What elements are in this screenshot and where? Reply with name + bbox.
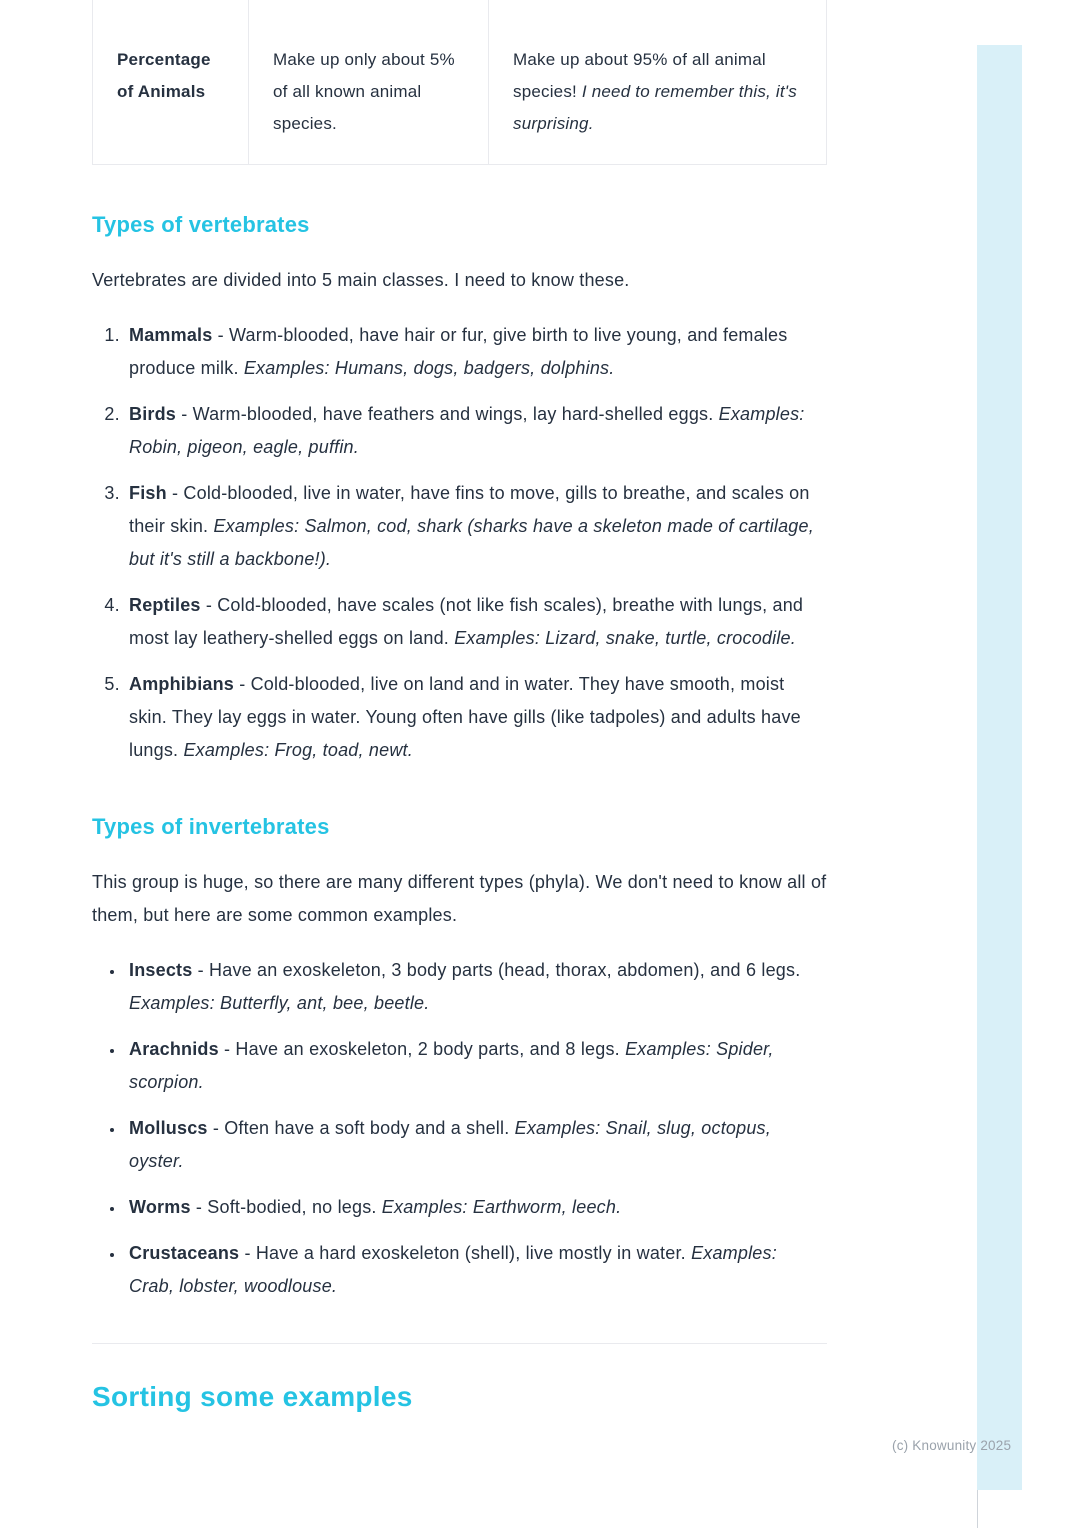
- description: - Have an exoskeleton, 2 body parts, and 8 legs.: [218, 1039, 626, 1059]
- examples: Examples: Butterfly, ant, bee, beetle.: [129, 993, 430, 1013]
- list-item-crustaceans: [125, 1237, 827, 1303]
- page-edge-line: [977, 1490, 978, 1528]
- list-item-mammals: [125, 319, 827, 385]
- list-item-birds: [125, 398, 827, 464]
- document-page: [92, 0, 827, 1414]
- description: - Have an exoskeleton, 3 body parts (head, thorax, abdomen), and 6 legs.: [192, 960, 801, 980]
- examples: Examples: Robin, pigeon, eagle, puffin.: [129, 404, 805, 457]
- list-item-amphibians: [125, 668, 827, 767]
- list-item-molluscs: [125, 1112, 827, 1178]
- table-row-label: Percentage of Animals: [117, 50, 211, 101]
- description: - Soft-bodied, no legs.: [190, 1197, 382, 1217]
- examples: Examples: Salmon, cod, shark (sharks have a skeleton made of cartilage, but it's still a backbone!).: [129, 516, 814, 569]
- invertebrates-list: [92, 954, 827, 1303]
- description: - Cold-blooded, live in water, have fins to move, gills to breathe, and scales on their skin.: [129, 483, 810, 536]
- list-item-fish: [125, 477, 827, 576]
- list-item-reptiles: [125, 589, 827, 655]
- description: - Often have a soft body and a shell.: [207, 1118, 515, 1138]
- list-item-arachnids: [125, 1033, 827, 1099]
- term: Birds: [129, 404, 177, 424]
- invertebrates-intro: This group is huge, so there are many different types (phyla). We don't need to know all of them, but here are some common examples.: [92, 872, 827, 925]
- term: Amphibians: [129, 674, 235, 694]
- term: Arachnids: [129, 1039, 219, 1059]
- description: - Warm-blooded, have hair or fur, give birth to live young, and females produce milk.: [129, 325, 788, 378]
- list-item-worms: [125, 1191, 827, 1224]
- term: Worms: [129, 1197, 191, 1217]
- examples: Examples: Frog, toad, newt.: [183, 740, 413, 760]
- term: Mammals: [129, 325, 213, 345]
- page-edge-strip: [977, 45, 1022, 1490]
- examples: Examples: Lizard, snake, turtle, crocodile.: [454, 628, 796, 648]
- table-cell-vertebrates: Make up only about 5% of all known animal species.: [248, 0, 488, 164]
- examples: Examples: Snail, slug, octopus, oyster.: [129, 1118, 771, 1171]
- term: Crustaceans: [129, 1243, 240, 1263]
- section-heading-invertebrates: Types of invertebrates: [92, 814, 330, 839]
- invertebrates-cell-note: I need to remember this, it's surprising.: [513, 82, 797, 133]
- vertebrates-list: [92, 319, 827, 767]
- description: - Cold-blooded, live on land and in water. They have smooth, moist skin. They lay eggs in water. Young often have gills (like tadpoles) and adults have lungs.: [129, 674, 801, 760]
- section-heading-vertebrates: Types of vertebrates: [92, 212, 310, 237]
- section-heading-sorting: Sorting some examples: [92, 1381, 413, 1412]
- description: - Cold-blooded, have scales (not like fish scales), breathe with lungs, and most lay leathery-shelled eggs on land.: [129, 595, 804, 648]
- vertebrates-intro: Vertebrates are divided into 5 main classes. I need to know these.: [92, 270, 630, 290]
- description: - Warm-blooded, have feathers and wings, lay hard-shelled eggs.: [176, 404, 719, 424]
- term: Reptiles: [129, 595, 201, 615]
- watermark: (c) Knowunity 2025: [892, 1438, 1012, 1453]
- examples: Examples: Crab, lobster, woodlouse.: [129, 1243, 777, 1296]
- invertebrates-cell-text: Make up about 95% of all animal species!: [513, 50, 766, 101]
- examples: Examples: Earthworm, leech.: [381, 1197, 622, 1217]
- examples: Examples: Humans, dogs, badgers, dolphins.: [243, 358, 615, 378]
- description: - Have a hard exoskeleton (shell), live mostly in water.: [239, 1243, 692, 1263]
- table-cell-invertebrates: [488, 0, 826, 164]
- section-divider: [92, 1343, 827, 1344]
- examples: Examples: Spider, scorpion.: [129, 1039, 774, 1092]
- list-item-insects: [125, 954, 827, 1020]
- term: Molluscs: [129, 1118, 208, 1138]
- term: Insects: [129, 960, 193, 980]
- comparison-table-row: [92, 0, 827, 165]
- term: Fish: [129, 483, 167, 503]
